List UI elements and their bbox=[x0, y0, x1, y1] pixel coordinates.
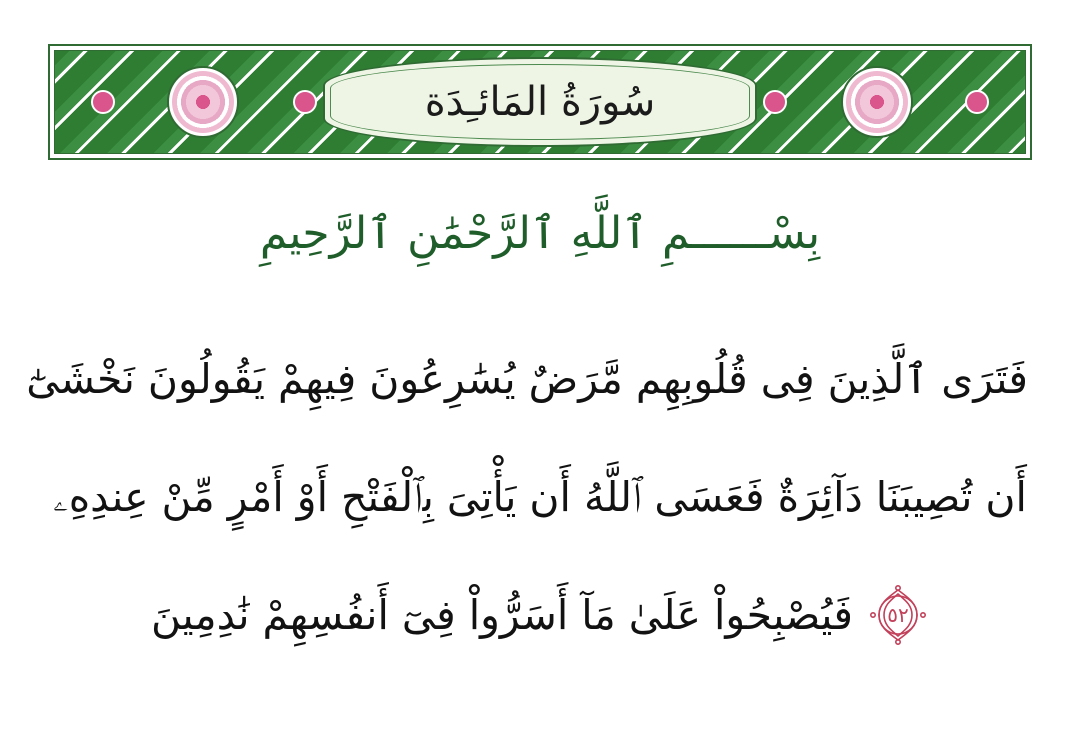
ayah-line-with-marker bbox=[52, 556, 1028, 674]
surah-header-banner bbox=[48, 44, 1032, 160]
surah-banner-ornament bbox=[54, 50, 1026, 154]
ayah-line: فَتَرَى ٱلَّذِينَ فِى قُلُوبِهِم مَّرَضٌ يُسَٰرِعُونَ فِيهِمْ يَقُولُونَ نَخْشَىٰٓ bbox=[26, 355, 1028, 403]
ayah-text-block bbox=[26, 320, 1028, 674]
basmala-text: بِسْــــــمِ ٱللَّهِ ٱلرَّحْمَٰنِ ٱلرَّحِيمِ bbox=[259, 208, 821, 259]
rosette-ornament-icon bbox=[167, 66, 239, 138]
surah-name-cartouche bbox=[323, 57, 757, 147]
rosette-ornament-icon bbox=[841, 66, 913, 138]
flower-bud-icon bbox=[293, 90, 317, 114]
ayah-line: أَن تُصِيبَنَا دَآئِرَةٌ فَعَسَى ٱللَّهُ أَن يَأْتِىَ بِٱلْفَتْحِ أَوْ أَمْرٍ مِّنْ عِندِهِۦ bbox=[53, 473, 1027, 521]
flower-bud-icon bbox=[965, 90, 989, 114]
flower-bud-icon bbox=[91, 90, 115, 114]
flower-bud-icon bbox=[763, 90, 787, 114]
surah-title: سُورَةُ المَائـِدَة bbox=[424, 79, 656, 125]
ayah-number-marker bbox=[867, 584, 929, 646]
ayah-number: ٥٢ bbox=[887, 603, 909, 627]
ayah-line-text: فَيُصْبِحُواْ عَلَىٰ مَآ أَسَرُّواْ فِىٓ أَنفُسِهِمْ نَٰدِمِينَ bbox=[151, 591, 853, 639]
